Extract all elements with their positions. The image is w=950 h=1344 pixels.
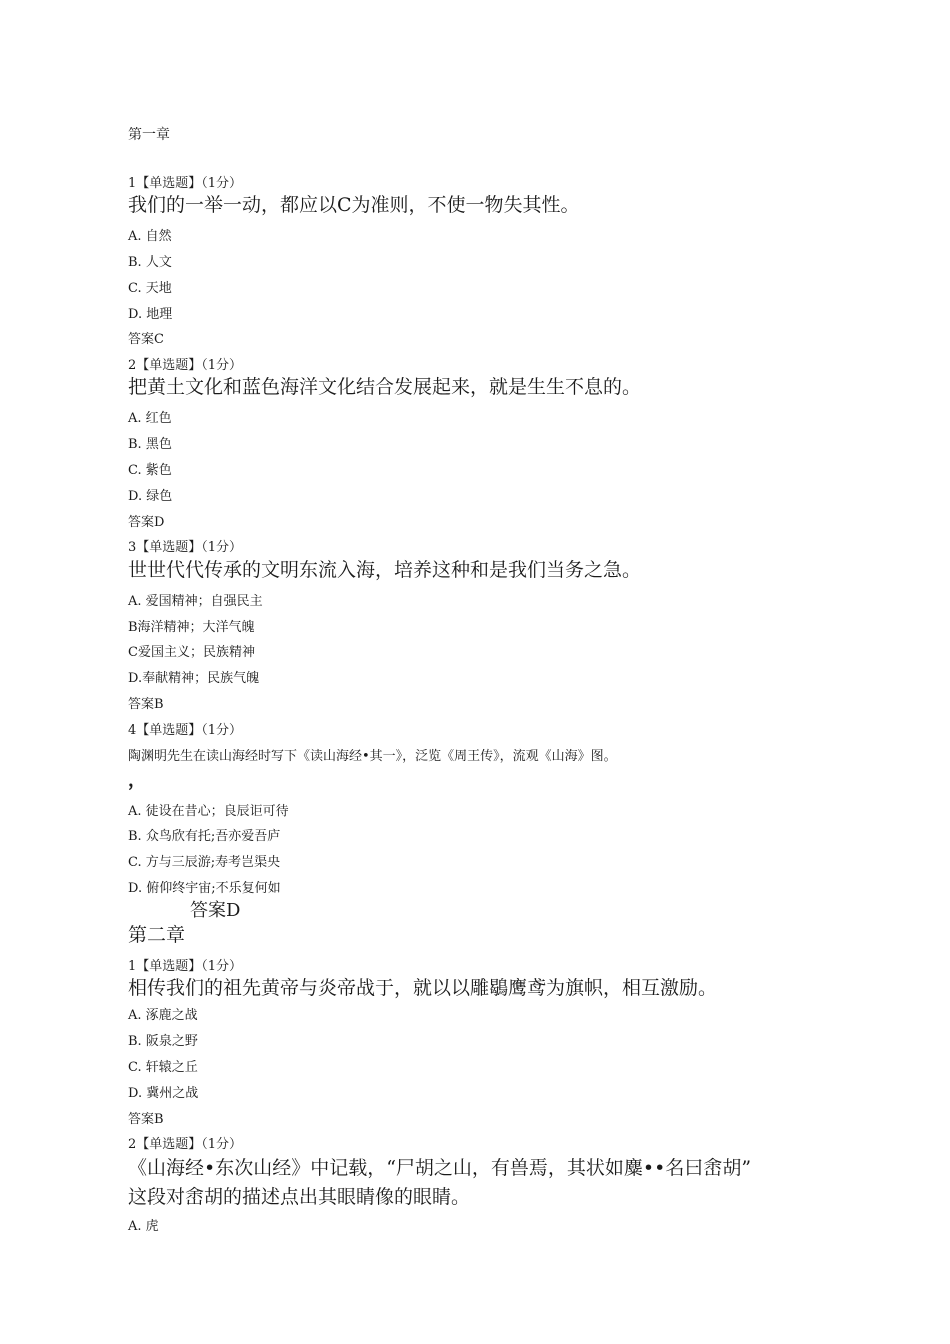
- option: D. 地理: [128, 307, 173, 322]
- option: D. 冀州之战: [128, 1086, 199, 1101]
- option: B. 黑色: [128, 437, 172, 452]
- option: B海洋精神；大洋气魄: [128, 620, 255, 635]
- question-text: 相传我们的祖先黄帝与炎帝战于，就以以雕鶡鹰鸢为旗帜，相互激励。: [128, 977, 718, 999]
- option: A. 虎: [128, 1219, 159, 1234]
- option: D. 绿色: [128, 489, 173, 504]
- answer: 答案B: [128, 1112, 164, 1127]
- question-text-line-1: 《山海经•东次山经》中记载，“尸胡之山，有兽焉，其状如麋••名曰峹胡”: [128, 1157, 752, 1179]
- question-text-line-2: 这段对峹胡的描述点出其眼睛像的眼睛。: [128, 1186, 471, 1208]
- question-meta: 1【单选题】（1分）: [128, 176, 243, 191]
- question-text: 把黄土文化和蓝色海洋文化结合发展起来，就是生生不息的。: [128, 376, 642, 398]
- question-text: 世世代代传承的文明东流入海，培养这种和是我们当务之急。: [128, 559, 642, 581]
- option: B. 阪泉之野: [128, 1034, 198, 1049]
- chapter-title: 第一章: [128, 127, 170, 143]
- answer: 答案B: [128, 697, 164, 712]
- question-text: 我们的一举一动，都应以C为准则，不使一物失其性。: [128, 194, 580, 216]
- question-meta: 3【单选题】（1分）: [128, 540, 243, 555]
- option: A. 徒设在昔心；良辰讵可待: [128, 804, 289, 819]
- stray-comma: ，: [128, 770, 146, 791]
- option: D. 俯仰终宇宙;不乐复何如: [128, 881, 281, 896]
- answer: 答案D: [190, 900, 241, 921]
- option: C. 天地: [128, 281, 172, 296]
- answer: 答案C: [128, 332, 164, 347]
- option: C. 轩辕之丘: [128, 1060, 198, 1075]
- question-meta: 2【单选题】（1分）: [128, 1137, 243, 1152]
- option: A. 红色: [128, 411, 172, 426]
- option: C. 紫色: [128, 463, 172, 478]
- question-meta: 2【单选题】（1分）: [128, 358, 243, 373]
- option: B. 人文: [128, 255, 172, 270]
- question-text: 陶渊明先生在读山海经时写下《读山海经•其一》，泛览《周王传》，流观《山海》图。: [128, 749, 617, 764]
- option: C爱国主义；民族精神: [128, 645, 255, 660]
- chapter-title: 第二章: [128, 924, 186, 946]
- option: A. 涿鹿之战: [128, 1008, 198, 1023]
- question-meta: 1【单选题】（1分）: [128, 959, 243, 974]
- option: A. 爱国精神；自强民主: [128, 594, 263, 609]
- answer: 答案D: [128, 515, 165, 530]
- option: D.奉献精神；民族气魄: [128, 671, 260, 686]
- option: C. 方与三辰游;寿考岂渠央: [128, 855, 281, 870]
- option: A. 自然: [128, 229, 172, 244]
- question-meta: 4【单选题】（1分）: [128, 723, 243, 738]
- option: B. 众鸟欣有托;吾亦爱吾庐: [128, 829, 281, 844]
